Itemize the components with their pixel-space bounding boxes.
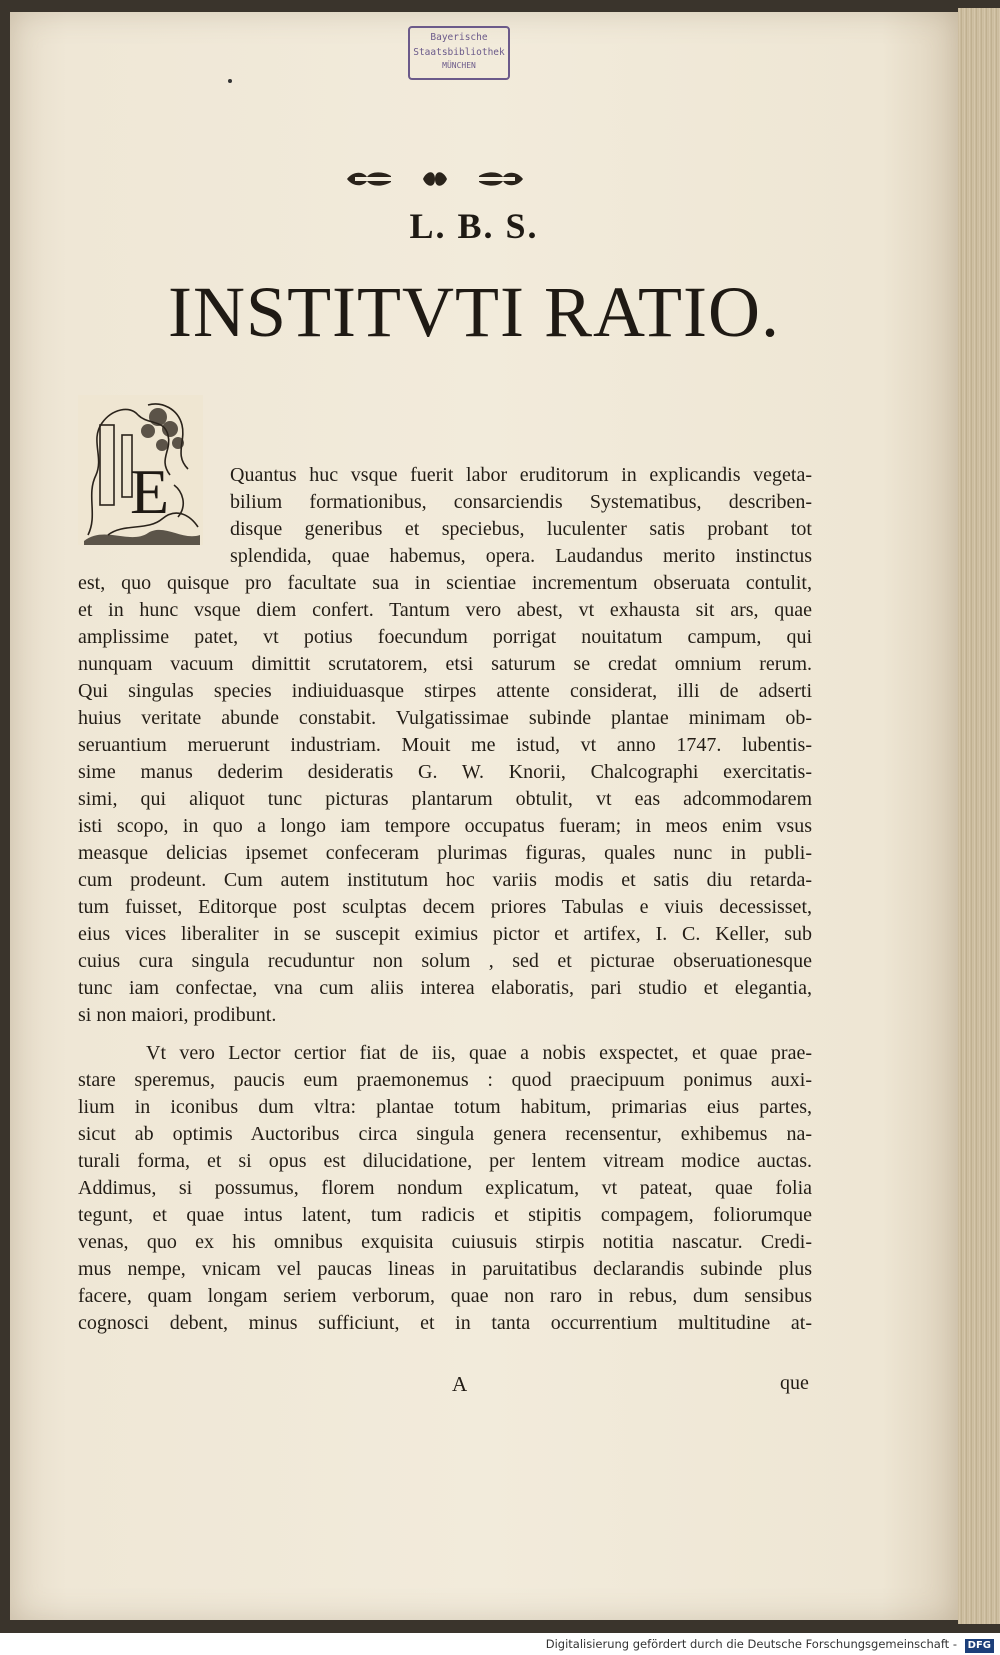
text-line: amplissime patet, vt potius foecundum porrigat nouitatum campum, qui: [78, 626, 812, 648]
catchword: que: [780, 1372, 809, 1394]
stamp-line-1: Bayerische: [430, 32, 488, 43]
footer-text: Digitalisierung gefördert durch die Deutsche Forschungsgemeinschaft -: [545, 1637, 957, 1651]
dfg-logo: DFG: [965, 1639, 994, 1653]
stamp-line-2: Staatsbibliothek: [413, 47, 505, 58]
text-line: Addimus, si possumus, florem nondum explicatum, vt pateat, quae folia: [78, 1177, 812, 1199]
text-line: est, quo quisque pro facultate sua in scientiae incrementum obseruata contulit,: [78, 572, 812, 594]
text-line: cognosci debent, minus sufficiunt, et in tanta occurrentium multitudine at-: [78, 1312, 812, 1334]
text-line: lium in iconibus dum vltra: plantae totum habitum, primarias eius partes,: [78, 1096, 812, 1118]
page-edges: [958, 8, 1000, 1624]
text-line: sime manus dederim desideratis G. W. Knorii, Chalcographi exercitatis-: [78, 761, 812, 783]
text-line: Vt vero Lector certior fiat de iis, quae a nobis exspectet, et quae prae-: [146, 1042, 812, 1064]
stamp-line-3: MÜNCHEN: [442, 61, 476, 70]
text-line: Qui singulas species indiuiduasque stirpes attente considerat, illi de adserti: [78, 680, 812, 702]
signature-mark: A: [452, 1372, 468, 1396]
text-line: bilium formationibus, consarciendis Systematibus, describen-: [230, 491, 812, 513]
text-line: Quantus huc vsque fuerit labor eruditorum in explicandis vegeta-: [230, 464, 812, 486]
text-line: venas, quo ex his omnibus exquisita cuiusuis stirpis notitia nascatur. Credi-: [78, 1231, 812, 1253]
text-line: simi, qui aliquot tunc picturas plantarum obtulit, vt eas adcommodarem: [78, 788, 812, 810]
text-line: splendida, quae habemus, opera. Laudandus merito instinctus: [230, 545, 812, 567]
text-line: facere, quam longam seriem verborum, quae non raro in rebus, dum sensibus: [78, 1285, 812, 1307]
text-line: measque delicias ipsemet confeceram plurimas figuras, quales nunc in publi-: [78, 842, 812, 864]
text-line: cum prodeunt. Cum autem institutum hoc variis modis et satis diu retarda-: [78, 869, 812, 891]
text-line: et in hunc vsque diem confert. Tantum vero abest, vt exhausta sit ars, quae: [78, 599, 812, 621]
digitization-footer: [0, 1633, 1000, 1655]
ornament-icon: [345, 168, 525, 190]
text-line: tum fuisset, Editorque post sculptas decem priores Tabulas e viuis decessisset,: [78, 896, 812, 918]
text-line: huius veritate abunde constabit. Vulgatissimae subinde plantae minimam ob-: [78, 707, 812, 729]
text-line: tunc iam confectae, vna cum aliis interea elaboratis, pari studio et elegantia,: [78, 977, 812, 999]
library-stamp: [408, 26, 510, 80]
decorated-initial-icon: [78, 395, 203, 545]
ink-speck: [228, 79, 232, 83]
text-line: disque generibus et speciebus, luculenter satis probant tot: [230, 518, 812, 540]
page-title: INSTITVTI RATIO.: [168, 272, 780, 352]
text-line: cuius cura singula recuduntur non solum , sed et picturae obseruationesque: [78, 950, 812, 972]
text-line: eius vices liberaliter in se suscepit eximius pictor et artifex, I. C. Keller, sub: [78, 923, 812, 945]
text-line: isti scopo, in quo a longo iam tempore occupatus fueram; in meos enim vsus: [78, 815, 812, 837]
text-line: seruantium meruerunt industriam. Mouit me istud, vt anno 1747. lubentis-: [78, 734, 812, 756]
text-line: mus nempe, vnicam vel paucas lineas in paruitatibus declarandis subinde plus: [78, 1258, 812, 1280]
text-line: nunquam vacuum dimittit scrutatorem, etsi saturum se credat omnium rerum.: [78, 653, 812, 675]
text-line: stare speremus, paucis eum praemonemus : quod praecipuum ponimus auxi-: [78, 1069, 812, 1091]
heading-lbs: L. B. S.: [409, 206, 539, 246]
text-line: tegunt, et quae intus latent, tum radicis et stipitis compagem, foliorumque: [78, 1204, 812, 1226]
text-line: turali forma, et si opus est dilucidatione, per lentem vitream modice auctas.: [78, 1150, 812, 1172]
text-line: si non maiori, prodibunt.: [78, 1004, 277, 1026]
initial-letter: E: [130, 456, 170, 527]
text-line: sicut ab optimis Auctoribus circa singula genera recensentur, exhibemus na-: [78, 1123, 812, 1145]
